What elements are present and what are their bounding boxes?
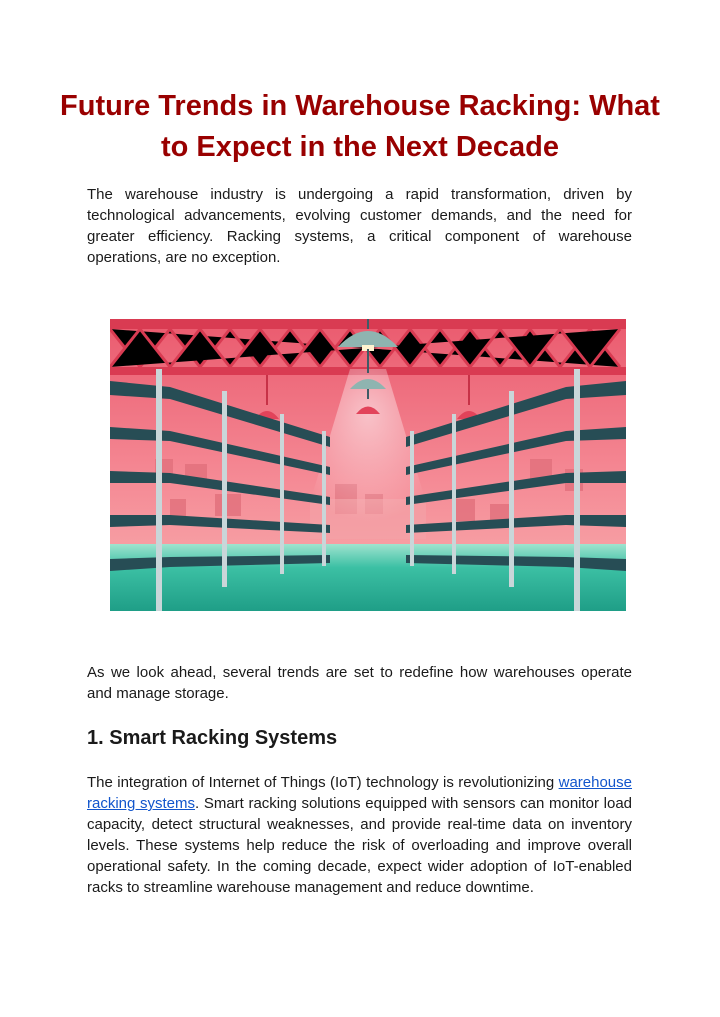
warehouse-racks-image (110, 319, 626, 611)
section-paragraph (87, 772, 632, 898)
intro-paragraph: The warehouse industry is undergoing a rapid transformation, driven by technological advancements, evolving customer demands, and the need for greater efficiency. Racking systems, a critical component of warehouse operations, are no exception. (87, 186, 632, 266)
lead-paragraph: As we look ahead, several trends are set to redefine how warehouses operate and manage storage. (87, 664, 632, 702)
warehouse-racking-systems-link[interactable]: warehouse racking systems (87, 774, 632, 812)
paragraph-text-end: . Smart racking solutions equipped with sensors can monitor load capacity, detect structural weaknesses, and provide real-time data on inventory levels. These systems help reduce the risk of overloading and improve overall operational safety. In the coming decade, expect wider adoption of IoT-enabled racks to streamline warehouse management and reduce downtime. (87, 795, 632, 896)
warehouse-illustration (110, 319, 626, 611)
document-title: Future Trends in Warehouse Racking: What to Expect in the Next Decade (60, 90, 660, 163)
section-heading: 1. Smart Racking Systems (87, 727, 338, 749)
paragraph-text-start: The integration of Internet of Things (IoT) technology is revolutionizing (87, 774, 559, 791)
